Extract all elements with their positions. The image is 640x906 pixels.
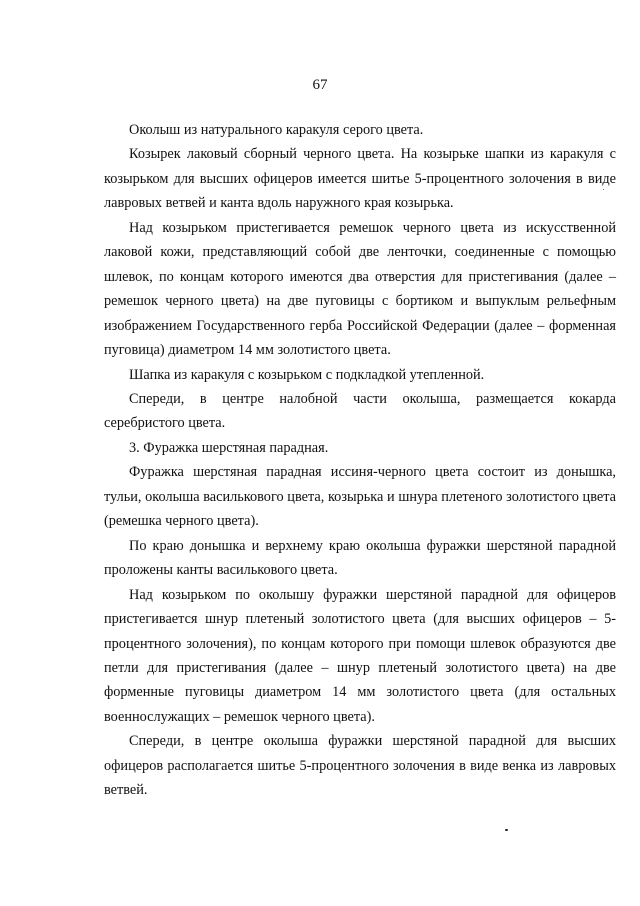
paragraph-8: Над козырьком по околышу фуражки шерстяной парадной для офицеров пристегивается шнур плетеный золотистого цвета (для высших офицеров – 5-процентного золочения), по концам которого при помощи шлевок образуются две петли для пристегивания (далее – шнур плетеный золотистого цвета) на две форменные пуговицы диаметром 14 мм золотистого цвета (для остальных военнослужащих – ремешок черного цвета). (104, 586, 616, 725)
paragraph-9: Спереди, в центре околыша фуражки шерстяной парадной для высших офицеров располагается шитье 5-процентного золочения в виде венка из лавровых ветвей. (104, 733, 616, 799)
scan-speck (603, 189, 604, 190)
paragraph-6: Фуражка шерстяная парадная иссиня-черного цвета состоит из донышка, тульи, околыша василькового цвета, козырька и шнура плетеного золотистого цвета (ремешка черного цвета). (104, 464, 616, 530)
section-heading: 3. Фуражка шерстяная парадная. (129, 439, 329, 456)
scan-mark (505, 829, 508, 831)
document-body (104, 118, 616, 803)
paragraph-3: Над козырьком пристегивается ремешок черного цвета из искусственной лаковой кожи, представляющий собой две ленточки, соединенные с помощью шлевок, по концам которого имеются два отверстия для пристегивания (далее – ремешок черного цвета) на две пуговицы с бортиком и выпуклым рельефным изображением Государственного герба Российской Федерации (далее – форменная пуговица) диаметром 14 мм золотистого цвета. (104, 219, 616, 359)
page-number: 67 (312, 77, 328, 93)
paragraph-4: Шапка из каракуля с козырьком с подкладкой утепленной. (129, 366, 485, 383)
paragraph-7: По краю донышка и верхнему краю околыша фуражки шерстяной парадной проложены канты василькового цвета. (104, 537, 616, 579)
paragraph-5: Спереди, в центре налобной части околыша, размещается кокарда серебристого цвета. (104, 390, 616, 432)
paragraph-1: Околыш из натурального каракуля серого цвета. (129, 122, 424, 138)
paragraph-2: Козырек лаковый сборный черного цвета. На козырьке шапки из каракуля с козырьком для высших офицеров имеется шитье 5-процентного золочения в виде лавровых ветвей и канта вдоль наружного края козырька. (104, 146, 616, 212)
